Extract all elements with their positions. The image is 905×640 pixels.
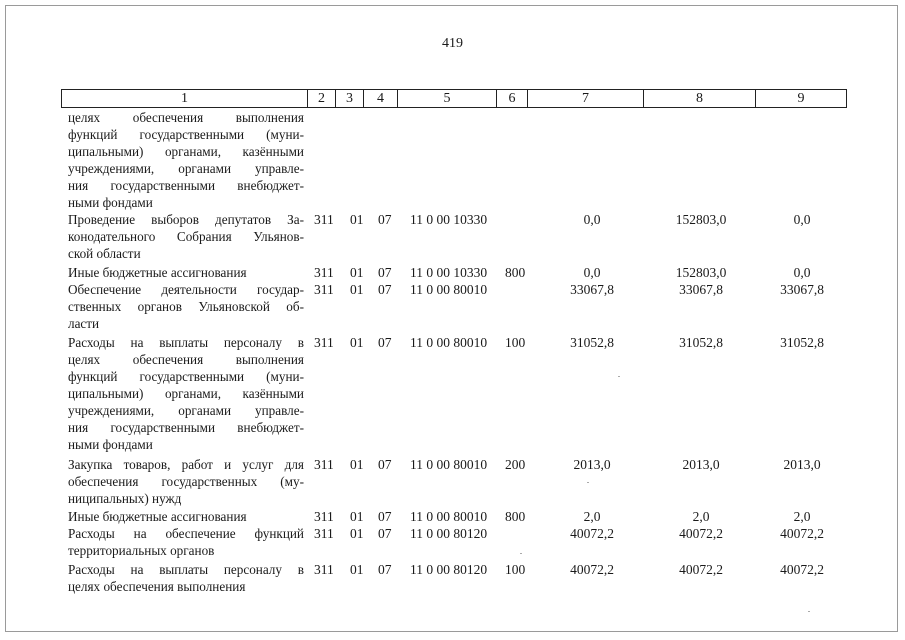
description-line: учреждениями, органами управле- bbox=[68, 403, 304, 418]
cell-c6: 100 bbox=[505, 335, 526, 350]
description-line: конодательного Собрания Ульянов- bbox=[68, 229, 304, 244]
description-line: ской области bbox=[68, 246, 141, 261]
scan-speck bbox=[618, 376, 620, 377]
cell-c7: 33067,8 bbox=[570, 282, 614, 297]
cell-c2: 311 bbox=[314, 265, 334, 280]
cell-c3: 01 bbox=[350, 335, 364, 350]
description-line: целях обеспечения выполнения bbox=[68, 579, 246, 594]
header-col-1: 1 bbox=[62, 90, 308, 107]
row-description bbox=[68, 561, 304, 595]
cell-c9: 2013,0 bbox=[783, 457, 821, 472]
cell-c4: 07 bbox=[378, 282, 392, 297]
header-col-5: 5 bbox=[398, 90, 497, 107]
cell-c8: 40072,2 bbox=[679, 562, 723, 577]
cell-c9: 40072,2 bbox=[780, 562, 824, 577]
scan-speck bbox=[587, 482, 589, 483]
description-line: целях обеспечения выполнения bbox=[68, 110, 304, 125]
cell-c5: 11 0 00 10330 bbox=[410, 265, 488, 280]
description-line: Расходы на обеспечение функций bbox=[68, 526, 304, 541]
description-line: ния государственными внебюджет- bbox=[68, 178, 304, 193]
cell-c6: 800 bbox=[505, 265, 526, 280]
row-description bbox=[68, 264, 304, 281]
header-col-3: 3 bbox=[336, 90, 364, 107]
description-line: ственных органов Ульяновской об- bbox=[68, 299, 304, 314]
cell-c5: 11 0 00 80120 bbox=[410, 526, 488, 541]
cell-c4: 07 bbox=[378, 562, 392, 577]
cell-c4: 07 bbox=[378, 509, 392, 524]
cell-c2: 311 bbox=[314, 282, 334, 297]
cell-c9: 40072,2 bbox=[780, 526, 824, 541]
page-number: 419 bbox=[442, 36, 463, 51]
header-col-7: 7 bbox=[528, 90, 644, 107]
row-description bbox=[68, 334, 304, 453]
description-line: целях обеспечения выполнения bbox=[68, 352, 304, 367]
cell-c8: 152803,0 bbox=[675, 265, 727, 280]
cell-c8: 2013,0 bbox=[682, 457, 720, 472]
row-description bbox=[68, 456, 304, 507]
row-description bbox=[68, 508, 304, 525]
description-line: ципальными) органами, казёнными bbox=[68, 144, 304, 159]
description-line: ными фондами bbox=[68, 195, 153, 210]
scan-speck bbox=[808, 611, 810, 612]
scan-speck bbox=[520, 553, 522, 554]
cell-c3: 01 bbox=[350, 509, 364, 524]
description-line: ния государственными внебюджет- bbox=[68, 420, 304, 435]
description-line: территориальных органов bbox=[68, 543, 215, 558]
header-col-4: 4 bbox=[364, 90, 398, 107]
header-col-8: 8 bbox=[644, 90, 756, 107]
cell-c6: 200 bbox=[505, 457, 526, 472]
cell-c2: 311 bbox=[314, 562, 334, 577]
header-col-9: 9 bbox=[797, 91, 805, 106]
cell-c3: 01 bbox=[350, 526, 364, 541]
description-line: Расходы на выплаты персоналу в bbox=[68, 562, 304, 577]
cell-c7: 40072,2 bbox=[570, 562, 614, 577]
description-line: ниципальных) нужд bbox=[68, 491, 182, 506]
row-description bbox=[68, 525, 304, 559]
cell-c5: 11 0 00 80010 bbox=[410, 509, 488, 524]
cell-c3: 01 bbox=[350, 212, 364, 227]
cell-c2: 311 bbox=[314, 509, 334, 524]
description-line: учреждениями, органами управле- bbox=[68, 161, 304, 176]
description-line: ласти bbox=[68, 316, 100, 331]
description-line: ципальными) органами, казёнными bbox=[68, 386, 304, 401]
description-line: функций государственными (муни- bbox=[68, 369, 304, 384]
cell-c3: 01 bbox=[350, 562, 364, 577]
cell-c5: 11 0 00 80010 bbox=[410, 282, 488, 297]
description-line: обеспечения государственных (му- bbox=[68, 474, 304, 489]
cell-c7: 0,0 bbox=[583, 212, 601, 227]
cell-c9: 0,0 bbox=[793, 265, 811, 280]
cell-c8: 40072,2 bbox=[679, 526, 723, 541]
description-line: Обеспечение деятельности государ- bbox=[68, 282, 304, 297]
cell-c7: 2,0 bbox=[583, 509, 601, 524]
cell-c7: 40072,2 bbox=[570, 526, 614, 541]
description-line: Иные бюджетные ассигнования bbox=[68, 509, 247, 524]
cell-c5: 11 0 00 80120 bbox=[410, 562, 488, 577]
row-description bbox=[68, 211, 304, 262]
cell-c8: 31052,8 bbox=[679, 335, 723, 350]
cell-c8: 152803,0 bbox=[675, 212, 727, 227]
cell-c9: 2,0 bbox=[793, 509, 811, 524]
cell-c4: 07 bbox=[378, 457, 392, 472]
header-col-2: 2 bbox=[308, 90, 336, 107]
cell-c2: 311 bbox=[314, 526, 334, 541]
cell-c9: 33067,8 bbox=[780, 282, 824, 297]
cell-c5: 11 0 00 80010 bbox=[410, 335, 488, 350]
cell-c2: 311 bbox=[314, 457, 334, 472]
cell-c4: 07 bbox=[378, 526, 392, 541]
header-col-6: 6 bbox=[497, 90, 528, 107]
description-line: Закупка товаров, работ и услуг для bbox=[68, 457, 304, 472]
cell-c4: 07 bbox=[378, 265, 392, 280]
cell-c3: 01 bbox=[350, 282, 364, 297]
cell-c5: 11 0 00 10330 bbox=[410, 212, 488, 227]
cell-c6: 800 bbox=[505, 509, 526, 524]
description-line: ными фондами bbox=[68, 437, 153, 452]
cell-c2: 311 bbox=[314, 212, 334, 227]
description-line: функций государственными (муни- bbox=[68, 127, 304, 142]
cell-c8: 33067,8 bbox=[679, 282, 723, 297]
cell-c2: 311 bbox=[314, 335, 334, 350]
cell-c6: 100 bbox=[505, 562, 526, 577]
cell-c8: 2,0 bbox=[692, 509, 710, 524]
cell-c4: 07 bbox=[378, 212, 392, 227]
description-line: Проведение выборов депутатов За- bbox=[68, 212, 304, 227]
row-description bbox=[68, 281, 304, 332]
row-description bbox=[68, 109, 304, 211]
cell-c3: 01 bbox=[350, 457, 364, 472]
cell-c3: 01 bbox=[350, 265, 364, 280]
description-line: Иные бюджетные ассигнования bbox=[68, 265, 247, 280]
cell-c7: 31052,8 bbox=[570, 335, 614, 350]
cell-c7: 2013,0 bbox=[573, 457, 611, 472]
description-line: Расходы на выплаты персоналу в bbox=[68, 335, 304, 350]
cell-c9: 31052,8 bbox=[780, 335, 824, 350]
cell-c7: 0,0 bbox=[583, 265, 601, 280]
cell-c9: 0,0 bbox=[793, 212, 811, 227]
cell-c5: 11 0 00 80010 bbox=[410, 457, 488, 472]
cell-c4: 07 bbox=[378, 335, 392, 350]
